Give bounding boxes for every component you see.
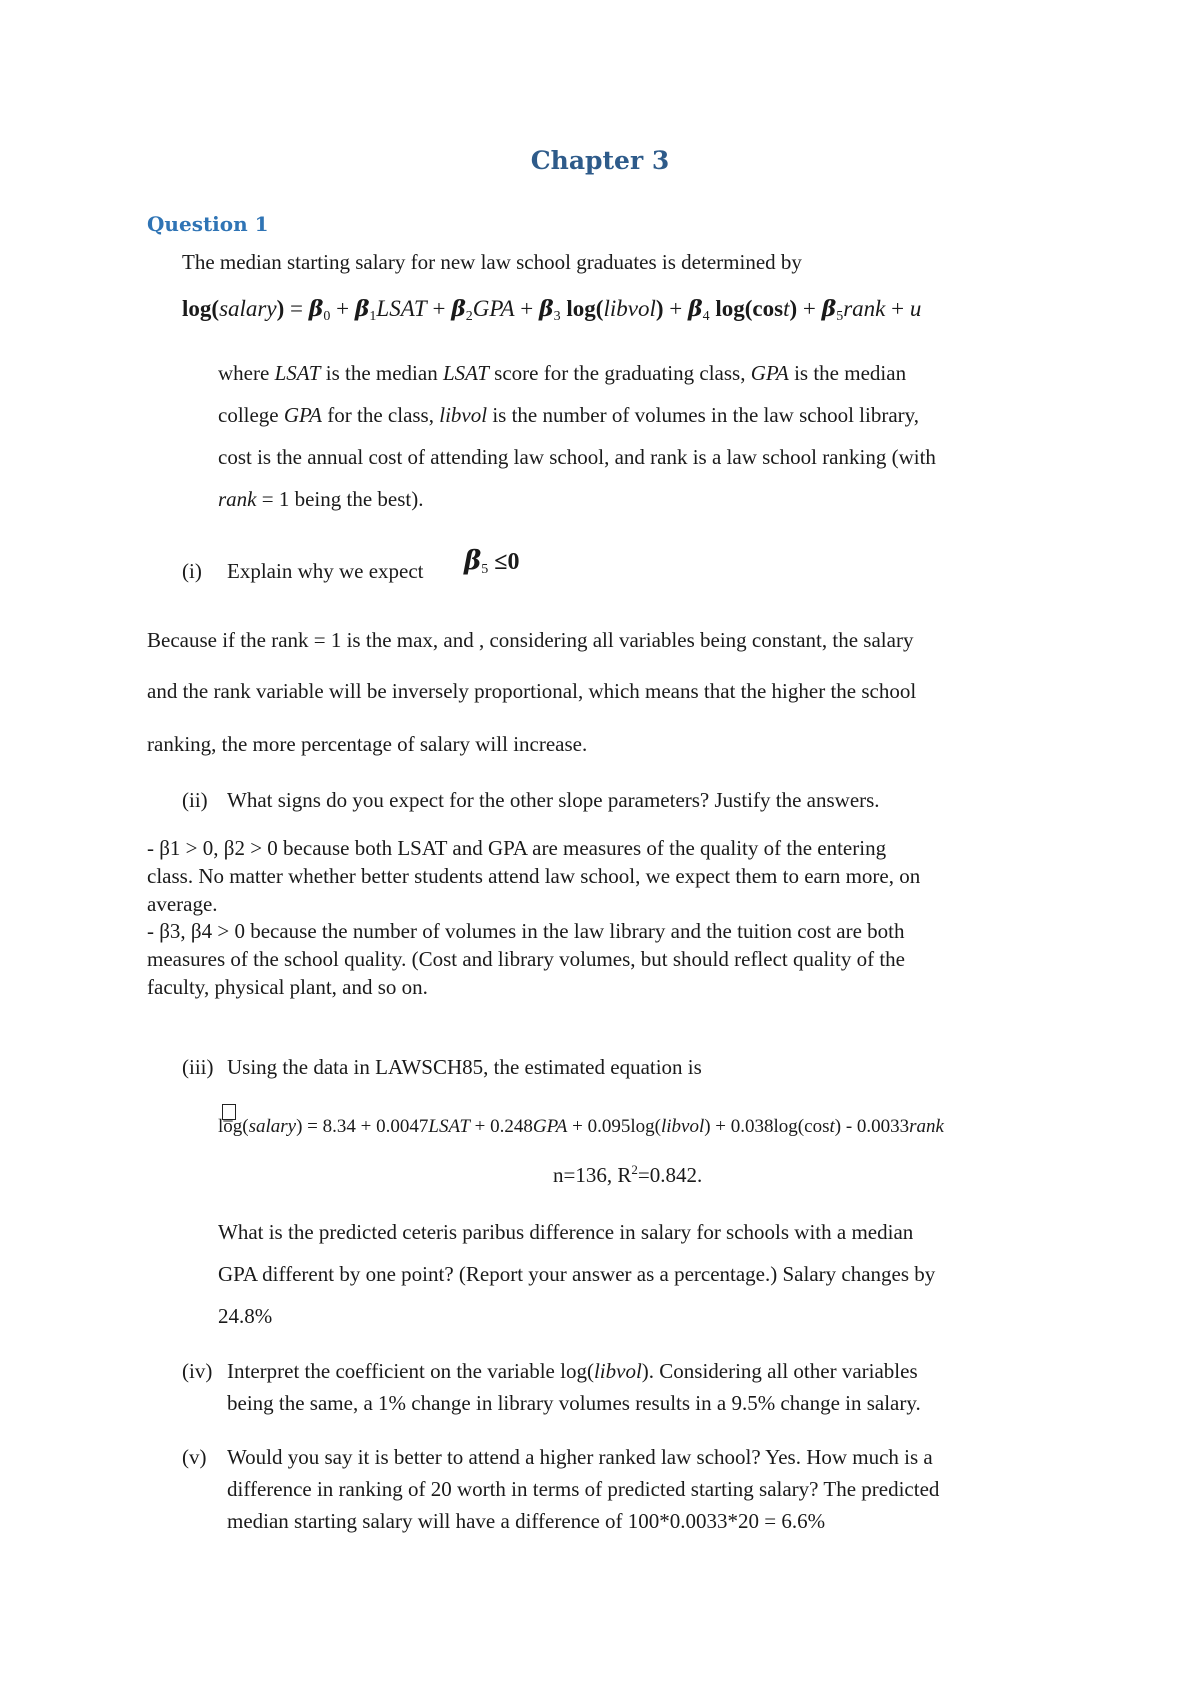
- regression-stats: n=136, $R^2=0.842$.: [553, 1162, 703, 1187]
- definition-line-4: rank = 1 being the best).: [218, 487, 424, 511]
- part-i-answer-2: and the rank variable will be inversely proportional, which means that the higher the school: [147, 679, 917, 703]
- part-v-text-1: Would you say it is better to attend a higher ranked law school? Yes. How much is a: [227, 1445, 933, 1469]
- intro-text: The median starting salary for new law school graduates is determined by: [182, 250, 802, 274]
- part-iii-question: Using the data in LAWSCH85, the estimated equation is: [227, 1055, 702, 1079]
- page-title: Chapter 3: [530, 146, 670, 175]
- part-ii-answer-2: class. No matter whether better students attend law school, we expect them to earn more, on: [147, 864, 921, 888]
- part-iii-text-3: 24.8%: [218, 1304, 273, 1328]
- beta5-expression: $\beta_5 \le 0$: [464, 546, 520, 577]
- part-ii-answer-4: - β3, β4 > 0 because the number of volumes in the law library and the tuition cost are both: [147, 919, 905, 943]
- definition-line-2: college GPA for the class, libvol is the number of volumes in the law school library,: [218, 403, 920, 427]
- part-v-text-2: difference in ranking of 20 worth in terms of predicted starting salary? The predicted: [227, 1477, 940, 1501]
- part-iii-text-2: GPA different by one point? (Report your answer as a percentage.) Salary changes by: [218, 1262, 936, 1286]
- part-i-question: Explain why we expect: [227, 559, 424, 583]
- part-ii-answer-1: - β1 > 0, β2 > 0 because both LSAT and GPA are measures of the quality of the entering: [147, 836, 887, 860]
- part-ii-answer-5: measures of the school quality. (Cost and library volumes, but should reflect quality of the: [147, 947, 905, 971]
- part-ii-label: (ii): [182, 788, 208, 812]
- part-iii-text-1: What is the predicted ceteris paribus difference in salary for schools with a median: [218, 1220, 914, 1244]
- question-heading: Question 1: [147, 212, 269, 236]
- part-v-label: (v): [182, 1445, 207, 1469]
- definition-line-1: where LSAT is the median LSAT score for the graduating class, GPA is the median: [218, 361, 907, 385]
- estimated-equation: lo̅g(salary) = 8.34 + 0.0047LSAT + 0.248GPA + 0.095log(libvol) + 0.038log(cost) - 0.0033rank: [218, 1116, 944, 1137]
- part-ii-answer-6: faculty, physical plant, and so on.: [147, 975, 428, 999]
- part-i-label: (i): [182, 559, 202, 583]
- part-iv-label: (iv): [182, 1359, 213, 1383]
- definition-line-3: cost is the annual cost of attending law school, and rank is a law school ranking (with: [218, 445, 936, 469]
- part-iii-label: (iii): [182, 1055, 214, 1079]
- part-iv-text-2: being the same, a 1% change in library volumes results in a 9.5% change in salary.: [227, 1391, 921, 1415]
- model-equation: log(salary) = $\beta_0$ + $\beta_1LSAT + \beta_2GPA + \beta_3$ log(libvol) + $\beta_4$ $\log(\cos t) + \beta_5rank + u$: [182, 296, 922, 324]
- part-v-text-3: median starting salary will have a difference of 100*0.0033*20 = 6.6%: [227, 1509, 826, 1533]
- part-ii-question: What signs do you expect for the other slope parameters? Justify the answers.: [227, 788, 880, 812]
- part-i-answer-3: ranking, the more percentage of salary will increase.: [147, 732, 588, 756]
- part-iv-text-1: Interpret the coefficient on the variable log(libvol). Considering all other variables: [227, 1359, 918, 1383]
- part-ii-answer-3: average.: [147, 892, 218, 916]
- part-i-answer-1: Because if the rank = 1 is the max, and , considering all variables being constant, the salary: [147, 628, 914, 652]
